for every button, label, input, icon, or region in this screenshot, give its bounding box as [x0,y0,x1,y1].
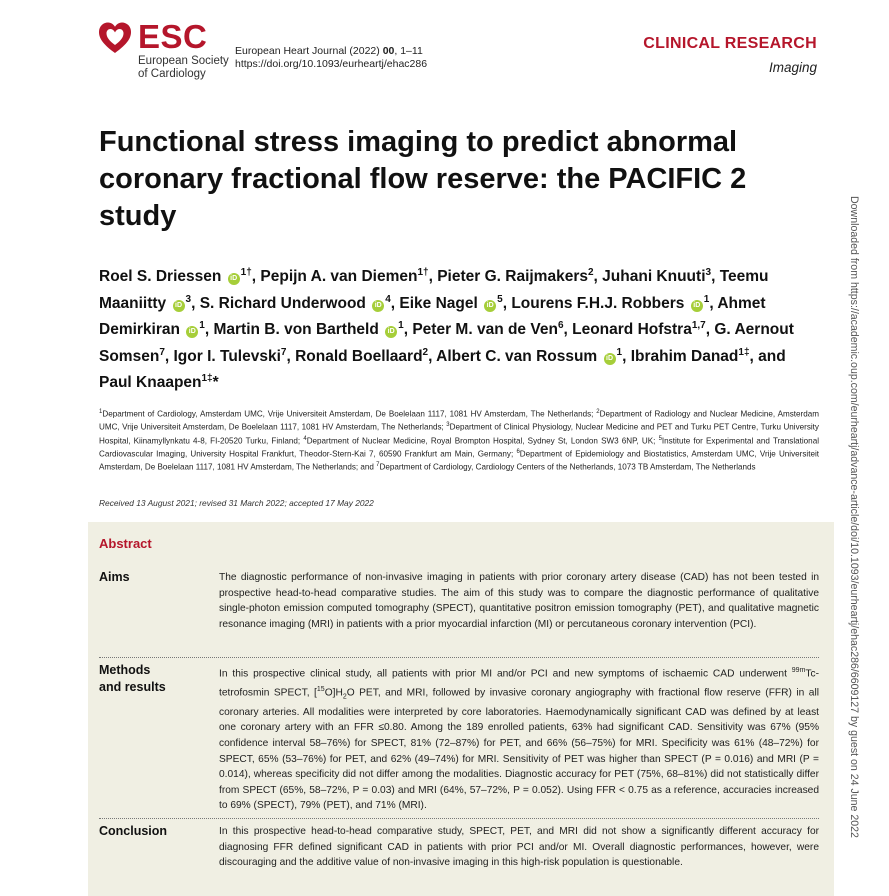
author-name-text: Leonard Hofstra [572,321,692,339]
conclusion-text: In this prospective head-to-head comparative study, SPECT, PET, and MRI did not show a significantly different accuracy for diagnosing FFR defined significant CAD in patients with prior PCI and/or MI. Overall diagnostic performances, however, were discouraging and the additive value of non-invasive imaging in this high-risk population is questionable. [219,826,819,869]
orcid-icon[interactable]: iD [372,300,384,312]
logo-subtitle-line2: of Cardiology [138,68,206,80]
author-affiliation-mark: 1† [417,267,429,278]
affiliation-number: 1 [99,409,103,415]
author-separator: , [709,294,718,312]
doi-link[interactable]: https://doi.org/10.1093/eurheartj/ehac286 [235,58,428,70]
orcid-icon[interactable]: iD [484,300,496,312]
author-separator: , [502,294,512,312]
subsection-label: Imaging [768,60,817,75]
author-separator: , [403,321,413,339]
author-name-text: Teemu Maaniitty [99,268,769,312]
methods-label [99,662,166,696]
aims-label: Aims [99,570,130,584]
author-separator: , [204,321,214,339]
orcid-icon[interactable]: iD [186,326,198,338]
author-name-text: and Paul Knaapen [99,347,786,392]
author-separator: , [711,268,720,286]
author-name-text: Pieter G. Raijmakers [437,268,588,286]
author-affiliation-mark: 1 [703,293,710,305]
isotope-superscript: 99m [791,667,806,674]
author-affiliation-mark: 1 [616,346,623,358]
author-name-text: Ronald Boellaard [295,347,423,365]
orcid-icon[interactable]: iD [173,300,185,312]
download-note [843,196,863,886]
affiliation-text: Department of Cardiology, Amsterdam UMC, Vrije Universiteit Amsterdam, De Boelelaan 1117, 1081 HV Amsterdam, The Netherlands; [102,409,597,419]
orcid-icon[interactable]: iD [228,273,240,285]
author-separator: , [705,321,715,339]
author-affiliation-mark: 7 [159,346,165,358]
author-name-text: Eike Nagel [399,294,478,312]
received-dates: Received 13 August 2021; revised 31 March 2022; accepted 17 May 2022 [99,498,374,508]
author-affiliation-mark: 6 [557,320,564,332]
affiliation-number: 6 [516,448,520,455]
author-separator: , [593,268,603,286]
affiliation-text: Department of Clinical Physiology, Nuclear Medicine and PET and Turku PET Centre, Turku University Hospital, Kiinamyllynkatu 4-8, FI-20520 Turku, Finland; [99,422,819,446]
author-affiliation-mark: 1‡ [201,373,213,385]
section-divider [99,657,819,658]
author-name-text: G. Aernout Somsen [99,321,794,365]
author-separator: , [286,347,296,365]
author-name-text: Ibrahim Danad [630,347,739,365]
author-affiliation-mark: 1 [398,320,404,332]
affiliation-number: 4 [303,435,307,442]
author-affiliation-mark: 2 [422,346,429,358]
author-name [436,348,631,365]
abstract-heading: Abstract [99,536,152,551]
author-affiliation-mark: 3 [705,267,712,278]
author-separator: , [622,347,631,365]
methods-text-part: In this prospective clinical study, all patients with prior MI and/or PCI and new symptoms of ischaemic CAD underwent [219,668,792,680]
author-affiliation-mark: 4 [385,293,391,305]
author-separator: , [251,268,261,286]
author-separator: * [212,374,219,392]
author-affiliation-mark: 1‡ [738,346,750,358]
author-affiliation-mark: 1 [199,320,205,332]
orcid-icon[interactable]: iD [691,300,703,312]
esc-logo-text: ESC [138,18,208,55]
section-label: CLINICAL RESEARCH [643,35,817,52]
author-separator: , [428,268,438,286]
author-name [260,268,437,285]
author-name-text: S. Richard Underwood [199,294,366,312]
author-name [200,295,400,312]
author-affiliation-mark: 2 [587,267,594,278]
affiliations [99,407,819,473]
affiliation-number: 7 [376,462,380,469]
author-name-text: Ahmet Demirkiran [99,294,766,339]
esc-logo-subtitle [138,55,229,81]
journal-name: European Heart Journal (2022) [235,45,380,57]
aims-text: The diagnostic performance of non-invasive imaging in patients with prior coronary artery disease (CAD) has not been tested in prospective head-to-head comparative studies. The aim of this study was to compare the diagnostic performance of qualitative single-photon emission computed tomography (SPECT), quantitative positron emission tomography (PET), and qualitative magnetic resonance imaging (MRI) in patients with a prior myocardial infarction (MI) or percutaneous coronary intervention (PCI). [219,572,819,630]
author-name [631,348,758,365]
methods-label-line1: Methods [99,663,151,677]
author-name-text: Peter M. van de Ven [412,321,558,339]
author-name-text: Pepijn A. van Diemen [260,268,418,286]
affiliation-text: Department of Cardiology, Cardiology Centers of the Netherlands, 1073 TB Amsterdam, The Netherlands [379,462,756,472]
author-name [602,268,720,285]
logo-subtitle-line1: European Society [138,55,229,67]
author-affiliation-mark: 7 [280,346,287,358]
author-name [174,348,296,365]
author-name [511,295,717,312]
author-separator: , [563,321,573,339]
author-affiliation-mark: 5 [497,293,503,305]
affiliation-text: Department of Epidemiology and Biostatistics, Amsterdam UMC, Vrije Universiteit Amsterdam, De Boelelaan 1117, 1081 HV Amsterdam, The Netherlands; and [99,449,819,472]
author-separator: , [191,294,200,312]
author-name [213,321,412,338]
methods-results-text [219,663,819,814]
journal-pages: , 1–11 [394,45,423,57]
author-name [295,348,436,365]
methods-text-part: O PET, and MRI, followed by invasive coronary angiography with fractional flow reserve (FFR) in all coronary arteries. All modalities were interpreted by core laboratories. Haemodynamically significant CAD was defined by at least one coronary artery with an FFR ≤0.80. Among the 189 enrolled patients, 63% had significant CAD. Sensitivity was 67% (95% confidence interval 58–76%) for SPECT, 81% (72–87%) for PET, and 66% (56–75%) for MRI. Specificity was 61% (48–72%) for SPECT, 65% (53–76%) for PET, and 62% (49–74%) for MRI. Sensitivity of PET was higher than SPECT (P = 0.016) and MRI (P = 0.014), whereas specificity did not differ among the modalities. Diagnostic accuracy for PET (75%, 68–81%) did not statistically differ from SPECT (65%, 58–72%, P = 0.03) and MRI (64%, 57–72%, P = 0.052). Using FFR < 0.75 as a reference, accuracies increased to 69% (SPECT), 79% (PET), and 71% (MRI). [219,687,819,812]
isotope-superscript: 15 [316,685,325,693]
affiliation-number: 3 [446,422,450,429]
formula-subscript: 2 [342,693,347,701]
conclusion-label: Conclusion [99,824,168,838]
methods-text-part: Tc-tetrofosmin SPECT, [ [219,668,819,699]
author-name [572,321,714,338]
author-name [399,295,511,312]
author-name-text: Roel S. Driessen [99,268,222,286]
orcid-icon[interactable]: iD [385,326,397,338]
author-separator: , [749,347,759,365]
journal-citation [235,44,423,58]
author-name [99,268,260,285]
author-separator: , [428,347,437,365]
author-affiliation-mark: 1,7 [691,320,706,332]
methods-label-line2: and results [99,680,166,694]
author-affiliation-mark: 3 [185,293,192,305]
methods-text-part: O]H [324,687,343,699]
article-title: Functional stress imaging to predict abnormal coronary fractional flow reserve: the PACIFIC 2 study [99,126,747,232]
affiliation-number: 2 [596,409,600,415]
author-name-text: Lourens F.H.J. Robbers [511,294,685,312]
download-note-text[interactable]: Downloaded from https://academic.oup.com/eurheartj/advance-article/doi/10.1093/eurheartj/ehac286/6609127 by guest on 24 June 2022 [848,196,860,838]
author-name-text: Albert C. van Rossum [436,347,598,365]
affiliation-text: Institute for Experimental and Translational Cardiovascular Imaging, University Hospital Frankfurt, Theodor-Stern-Kai 7, 60590 Frankfurt am Main, Germany; [99,436,819,459]
affiliation-text: Department of Radiology and Nuclear Medicine, Amsterdam UMC, Vrije Universiteit Amsterdam, De Boelelaan 1117, 1081 HV Amsterdam, The Netherlands; [99,409,819,432]
affiliation-text: Department of Nuclear Medicine, Royal Brompton Hospital, Sydney St, London SW3 6NP, UK; [306,436,659,446]
author-name-text: Juhani Knuuti [602,268,706,286]
author-separator: , [390,294,400,312]
author-name [412,321,572,338]
author-name-text: Igor I. Tulevski [173,347,281,365]
author-name [437,268,602,285]
orcid-icon[interactable]: iD [604,353,616,365]
affiliation-number: 5 [658,435,662,442]
author-name-text: Martin B. von Bartheld [213,321,379,339]
section-divider [99,818,819,819]
esc-heart-logo-icon [97,20,133,56]
author-separator: , [164,347,174,365]
author-affiliation-mark: 1† [240,267,252,278]
author-list [99,262,819,395]
journal-volume: 00 [382,45,395,57]
